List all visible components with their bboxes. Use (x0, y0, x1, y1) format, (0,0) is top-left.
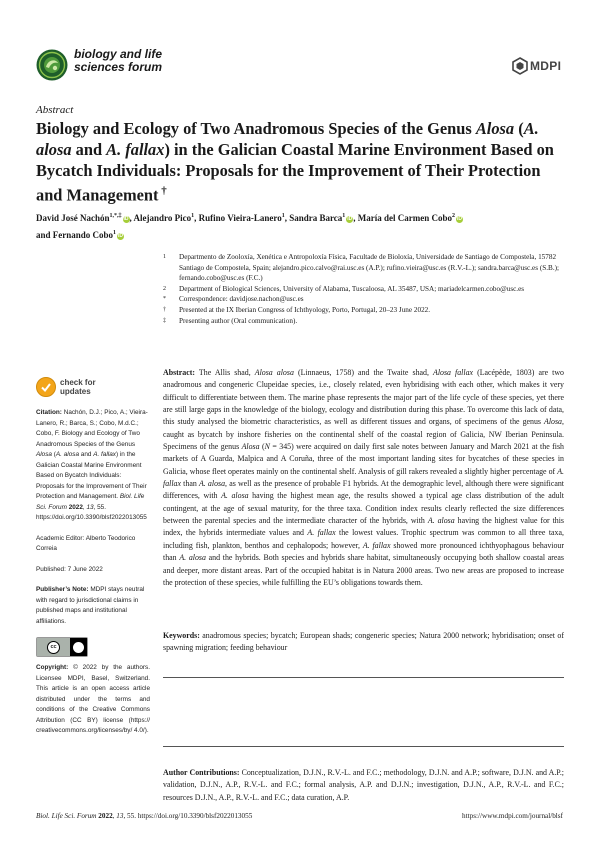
orcid-icon[interactable]: iD (457, 216, 463, 222)
academic-editor: Academic Editor: Alberto Teodorico Correia (36, 534, 136, 552)
author-list: David José Nachón$^{1,*,\ddagger}$ iD, Alejandro Pico$^1$, Rufino Vieira-Lanero$^1$, Sandra Barca$^1$ iD, María del Carmen Cobo$^2$ iD and Fernando Cobo$^1$ iD (36, 213, 463, 240)
sidebar (36, 408, 150, 747)
author-affiliation-mark: 2 (452, 213, 456, 219)
author-affiliation-mark: 1 (191, 213, 195, 219)
affiliation-text: Presenting author (Oral communication). (179, 316, 298, 325)
by-icon (73, 642, 84, 653)
author-affiliation-mark: 1 (113, 229, 117, 236)
affiliation-mark: 2 (163, 285, 166, 292)
journal-logo-icon (36, 49, 68, 81)
section-divider (163, 746, 564, 747)
affiliation-text: Correspondence: davidjose.nachon@usc.es (179, 295, 304, 304)
abstract: Abstract: The Allis shad, Alosa alosa (Linnaeus, 1758) and the Twaite shad, Alosa fallax (Lacépède, 1803) are two anadromous and congeneric Clupeidae species, i.e., closely related, even hybridising with each other, which makes it very difficult to differentiate between them. The marine phase represents the major part of the life cycle of these species, yet there are still large gaps in the knowledge of the biology, ecology and distribution during this phase. To overcome this lack of data, this study analysed the biometric characteristics, as well as different tissues and organs, of specimens of the genus Alosa, caught as bycatch by inshore fisheries on the continental shelf of the coastal region of Galicia, NW Iberian Peninsula. Specimens of the genus Alosa (N = 345) were acquired on daily first sale notes between January and March 2021 at the fish markets of A Guarda, Malpica and A Coruña, three of the most important landing sites for bycatches of these species in Galicia, whose fleet operates mainly on the continental shelf. Analysis of gill rakers revealed a slightly higher percentage of A. fallax than A. alosa, as well as the presence of probable F1 hybrids. At the demographic level, although there were significant differences, with A. alosa having the highest mean age, the results showed a typical age class distribution of the adult contingent, at the age of sexual maturity, for the three taxa. Condition index results clearly reflected the size differences between the parental species and the intermediate character of the hybrids, with A. alosa having the highest value for this index, the hybrids intermediate values and A. fallax the lowest values. Trophic spectrum was common to all three taxa, including fish, plankton, benthos and cephalopods; however, A. fallax showed more pronounced ichthyophagous behaviour than A. alosa and the hybrids. Both species and hybrids share habitat, simultaneously occupying both shallow coastal areas and deeper, more distant areas. Part of the occupied habitat is in Natura 2000 areas. Two new areas are proposed to increase the protection of these species, while fulfilling the EU’s obligations towards them. (163, 368, 565, 587)
orcid-icon[interactable]: iD (347, 216, 353, 222)
affiliation-item (163, 305, 563, 316)
author-name: María del Carmen Cobo (357, 213, 453, 223)
cc-icon: cc (47, 641, 60, 654)
cc-by-license-badge[interactable] (36, 637, 88, 657)
affiliations (163, 252, 563, 326)
check-updates-line1: check for (60, 378, 96, 387)
affiliation-text: Presented at the IX Iberian Congress of Ichthyology, Porto, Portugal, 20–23 June 2022. (179, 305, 431, 314)
check-for-updates-button[interactable] (36, 377, 100, 399)
author-name: Rufino Vieira-Lanero (198, 213, 282, 223)
author-name: and Fernando Cobo (36, 229, 114, 240)
author-name: David José Nachón (36, 213, 110, 223)
affiliation-mark: ‡ (163, 317, 166, 324)
author-affiliation-mark: 1,*,‡ (109, 213, 122, 219)
paper-title: Biology and Ecology of Two Anadromous Species of the Genus Alosa (A. alosa and A. fallax) in the Galician Coastal Marine Environment Based on Bycatch Individuals: Proposals for the Improvement of Their Protection and Management † (36, 119, 554, 205)
journal-name (74, 48, 162, 74)
copyright: Copyright: © 2022 by the authors. Licensee MDPI, Basel, Switzerland. This article is an open access article distributed under the terms and conditions of the Creative Commons Attribution (CC BY) license (https:// creativecommons.org/licenses/by/ 4.0/). (36, 664, 150, 734)
journal-name-line2: sciences forum (74, 60, 163, 74)
footer-citation: Biol. Life Sci. Forum 2022, 13, 55. https://doi.org/10.3390/blsf2022013055 (36, 812, 253, 820)
journal-name-line1: biology and life (74, 47, 163, 61)
orcid-icon[interactable]: iD (118, 232, 124, 239)
affiliation-mark: * (163, 296, 166, 303)
author-name: Alejandro Pico (133, 213, 192, 223)
affiliation-item (163, 252, 563, 284)
published-date: Published: 7 June 2022 (36, 565, 103, 573)
author-contributions: Author Contributions: Conceptualization, D.J.N., R.V.-L. and F.C.; methodology, D.J.N. and A.P.; software, D.J.N. and A.P.; validation, D.J.N., A.P., R.V.-L. and F.C.; formal analysis, A.P. and D.J.N.; investigation, D.J.N., A.P., R.V.-L. and F.C.; resources D.J.N., A.P., R.V.-L. and F.C.; data curation, A.P. (163, 768, 564, 802)
check-updates-line2: updates (60, 387, 91, 396)
affiliation-item (163, 284, 563, 295)
affiliation-mark: 1 (163, 254, 166, 260)
keywords: Keywords: anadromous species; bycatch; European shads; congeneric species; Natura 2000 network; hybridisation; onset of spawning migration; feeding behaviour (163, 631, 564, 653)
check-updates-icon (36, 377, 56, 397)
affiliation-item (163, 294, 563, 305)
footer-journal-link[interactable]: https://www.mdpi.com/journal/blsf (462, 812, 563, 820)
publisher-note: Publisher’s Note: MDPI stays neutral with regard to jurisdictional claims in published maps and institutional affiliations. (36, 586, 145, 625)
affiliation-mark: † (163, 306, 166, 313)
author-affiliation-mark: 1 (342, 213, 346, 219)
author-name: Sandra Barca (289, 213, 343, 223)
affiliation-text: Department of Biological Sciences, University of Alabama, Tuscaloosa, AL 35487, USA; mariadelcarmen.cobo@usc.es (179, 284, 525, 293)
affiliation-text: Departmento de Zooloxía, Xenética e Antropoloxía Física, Facultade de Bioloxía, Universidade de Santiago de Compostela, 15782 Santiago de Compostela, Spain; alejandro.pico.calvo@rai.usc.es (A.P.); rufino.vieira@usc.es (R.V.-L.); sandra.barca@usc.es (S.B.); fernando.cobo@usc.es (F.C.) (179, 253, 560, 283)
author-affiliation-mark: 1 (281, 213, 285, 219)
affiliation-item (163, 316, 563, 327)
orcid-icon[interactable]: iD (123, 216, 129, 222)
document-type: Abstract (36, 104, 74, 116)
citation: Citation: Nachón, D.J.; Pico, A.; Vieira-Lanero, R.; Barca, S.; Cobo, M.d.C.; Cobo, F. Biology and Ecology of Two Anadromous Species of the Genus Alosa (A. alosa and A. fallax) in the Galician Coastal Marine Environment Based on Bycatch Individuals: Proposals for the Improvement of Their Protection and Management. Biol. Life Sci. Forum 2022, 13, 55. https://doi.org/10.3390/blsf2022013055 (36, 409, 148, 521)
publisher-logo (512, 56, 560, 78)
mdpi-hex-icon (512, 57, 528, 75)
publisher-name: MDPI (530, 59, 562, 73)
section-divider (163, 677, 564, 678)
